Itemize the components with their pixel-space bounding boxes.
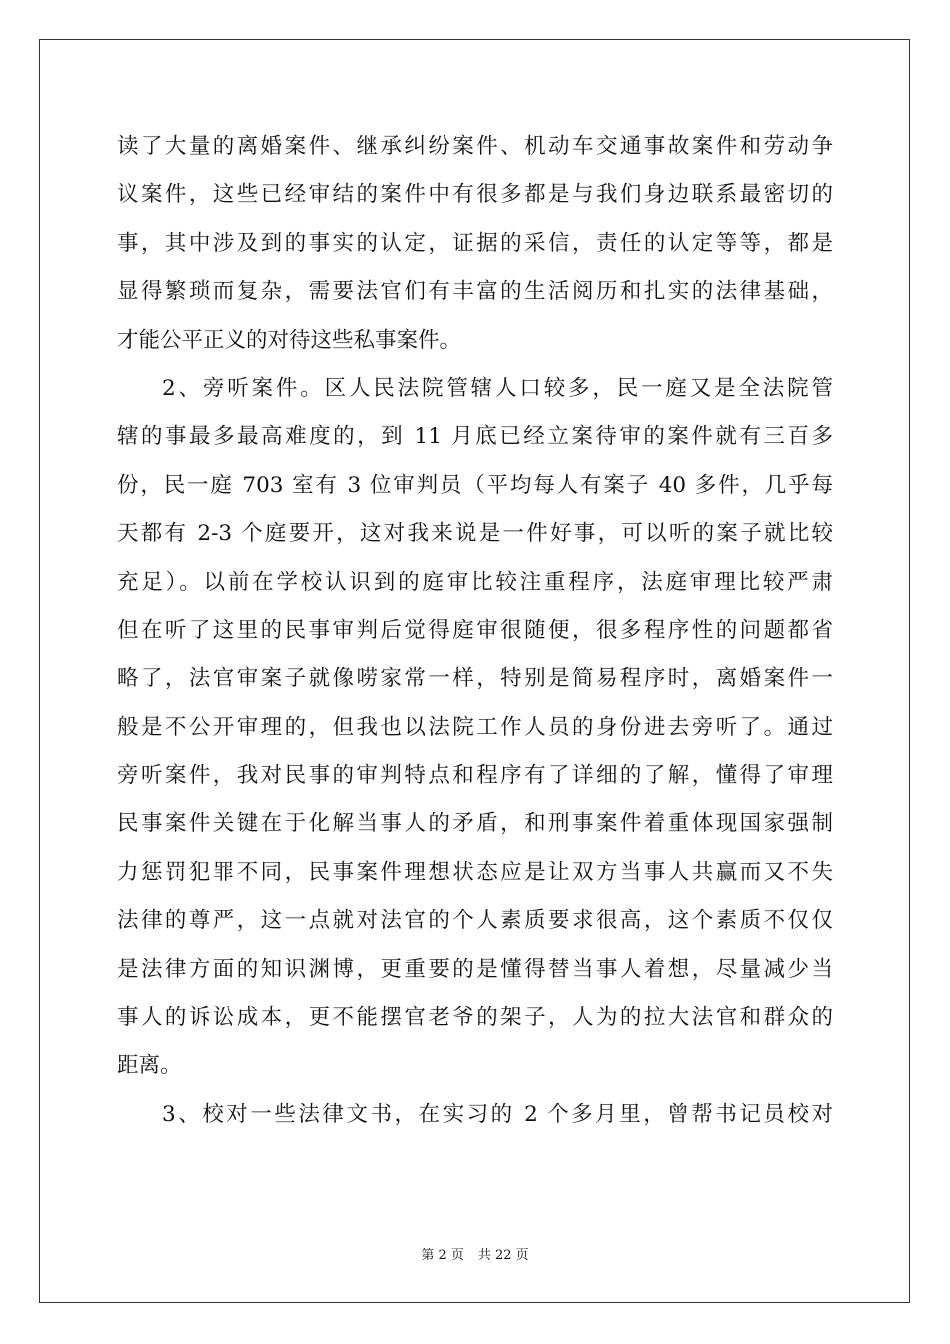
text-line: 距离。 xyxy=(117,1053,182,1079)
paragraph-start-line: 2、旁听案件。区人民法院管辖人口较多，民一庭又是全法院管 xyxy=(162,375,833,401)
paragraph-start-line: 3、校对一些法律文书，在实习的 2 个多月里，曾帮书记员校对 xyxy=(162,1101,833,1127)
text-line: 才能公平正义的对待这些私事案件。 xyxy=(117,327,462,353)
text-line: 略了，法官审案子就像唠家常一样，特别是简易程序时，离婚案件一 xyxy=(117,666,833,692)
document-body xyxy=(117,123,833,1139)
text-line: 份，民一庭 703 室有 3 位审判员（平均每人有案子 40 多件，几乎每 xyxy=(117,472,833,498)
text-line: 民事案件关键在于化解当事人的矛盾，和刑事案件着重体现国家强制 xyxy=(117,811,833,837)
text-line: 事人的诉讼成本，更不能摆官老爷的架子，人为的拉大法官和群众的 xyxy=(117,1005,833,1031)
text-line: 读了大量的离婚案件、继承纠纷案件、机动车交通事故案件和劳动争 xyxy=(117,134,833,159)
text-line: 议案件，这些已经审结的案件中有很多都是与我们身边联系最密切的 xyxy=(117,182,833,208)
page-footer xyxy=(0,1244,950,1263)
text-line: 法律的尊严，这一点就对法官的个人素质要求很高，这个素质不仅仅 xyxy=(117,908,833,934)
text-line: 力惩罚犯罪不同，民事案件理想状态应是让双方当事人共赢而又不失 xyxy=(117,859,833,885)
text-line: 显得繁琐而复杂，需要法官们有丰富的生活阅历和扎实的法律基础， xyxy=(117,279,833,305)
text-line: 般是不公开审理的，但我也以法院工作人员的身份进去旁听了。通过 xyxy=(117,714,833,740)
page-number: 第 2 页 xyxy=(421,1248,464,1263)
text-line: 充足）。以前在学校认识到的庭审比较注重程序，法庭审理比较严肃 xyxy=(117,569,833,595)
text-line: 辖的事最多最高难度的，到 11 月底已经立案待审的案件就有三百多 xyxy=(117,424,833,450)
text-line: 事，其中涉及到的事实的认定，证据的采信，责任的认定等等，都是 xyxy=(117,230,833,256)
text-line: 旁听案件，我对民事的审判特点和程序有了详细的了解，懂得了审理 xyxy=(117,763,833,789)
text-line: 但在听了这里的民事审判后觉得庭审很随便，很多程序性的问题都省 xyxy=(117,617,833,643)
page-total: 共 22 页 xyxy=(477,1248,529,1263)
text-line: 天都有 2-3 个庭要开，这对我来说是一件好事，可以听的案子就比较 xyxy=(117,521,833,547)
text-line: 是法律方面的知识渊博，更重要的是懂得替当事人着想，尽量减少当 xyxy=(117,956,833,982)
